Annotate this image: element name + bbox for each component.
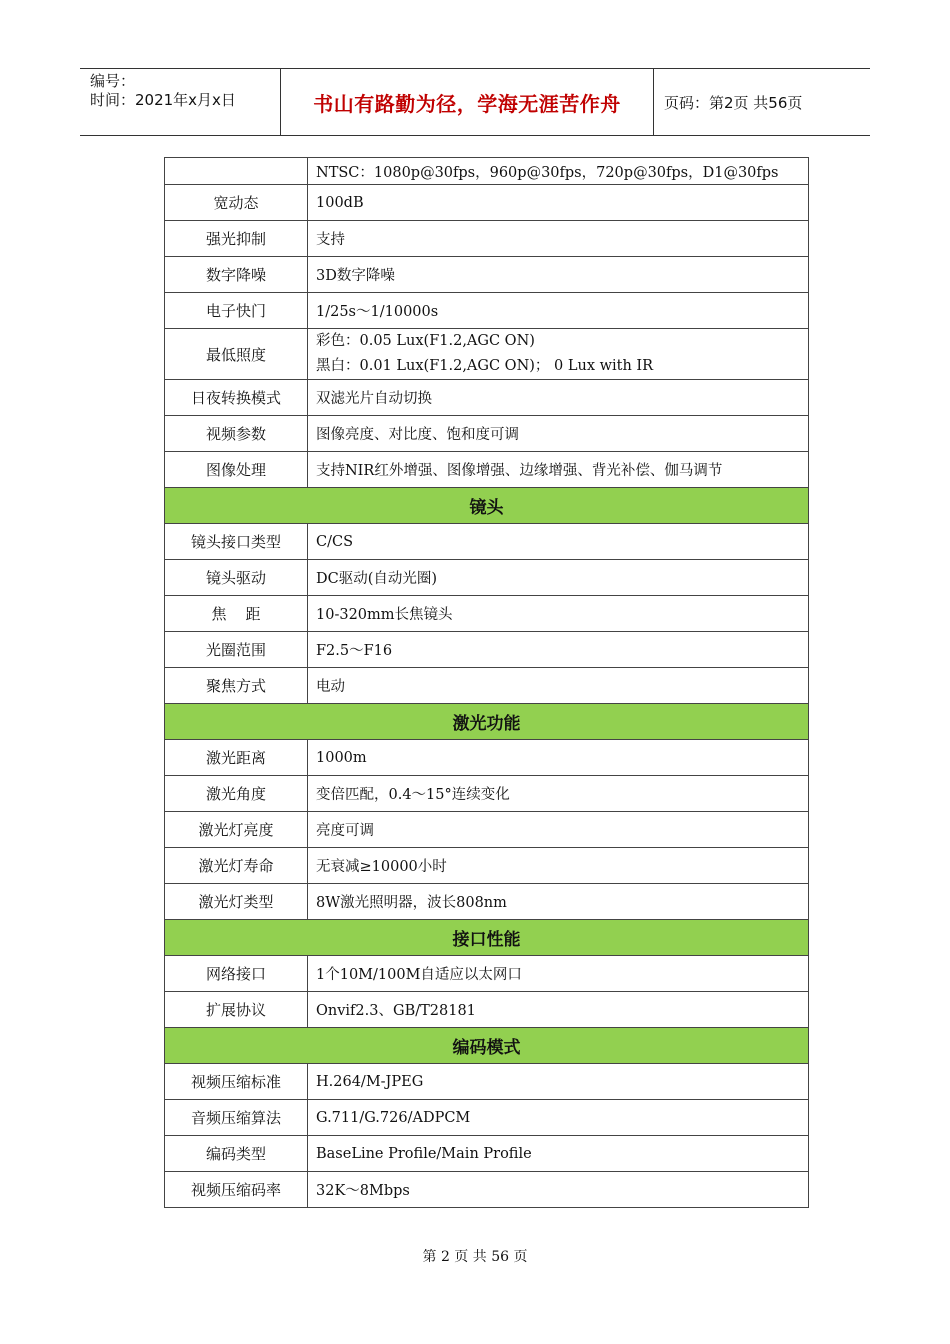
row-value: 3D数字降噪 [308, 257, 809, 293]
table-row [165, 452, 809, 488]
table-row [165, 560, 809, 596]
row-value [308, 329, 809, 380]
row-value: 电动 [308, 668, 809, 704]
table-row [165, 812, 809, 848]
page-header [80, 68, 870, 136]
row-key: 音频压缩算法 [165, 1100, 308, 1136]
row-key: 编码类型 [165, 1136, 308, 1172]
row-key: 网络接口 [165, 956, 308, 992]
row-key: 激光灯寿命 [165, 848, 308, 884]
time-label: 时间：2021年x月x日 [90, 91, 236, 109]
row-value: C/CS [308, 524, 809, 560]
table-row [165, 1136, 809, 1172]
value-line: 彩色：0.05 Lux(F1.2,AGC ON) [316, 333, 535, 349]
row-key: 宽动态 [165, 185, 308, 221]
row-value: Onvif2.3、GB/T28181 [308, 992, 809, 1028]
row-key: 焦 距 [165, 596, 308, 632]
row-key: 视频压缩标准 [165, 1064, 308, 1100]
row-value: 支持NIR红外增强、图像增强、边缘增强、背光补偿、伽马调节 [308, 452, 809, 488]
number-label: 编号： [90, 72, 136, 90]
row-key: 激光距离 [165, 740, 308, 776]
table-row [165, 632, 809, 668]
row-key: 扩展协议 [165, 992, 308, 1028]
row-key: 激光灯类型 [165, 884, 308, 920]
row-key: 镜头驱动 [165, 560, 308, 596]
table-row [165, 380, 809, 416]
row-value: 支持 [308, 221, 809, 257]
row-value: 100dB [308, 185, 809, 221]
table-row [165, 596, 809, 632]
row-value: F2.5～F16 [308, 632, 809, 668]
section-title: 编码模式 [165, 1028, 809, 1064]
row-key: 日夜转换模式 [165, 380, 308, 416]
table-row [165, 740, 809, 776]
row-key: 激光灯亮度 [165, 812, 308, 848]
section-row [165, 920, 809, 956]
section-row [165, 488, 809, 524]
table-row [165, 524, 809, 560]
row-value: 1000m [308, 740, 809, 776]
section-title: 镜头 [165, 488, 809, 524]
row-value: G.711/G.726/ADPCM [308, 1100, 809, 1136]
row-value: 1/25s～1/10000s [308, 293, 809, 329]
row-key: 光圈范围 [165, 632, 308, 668]
row-value: BaseLine Profile/Main Profile [308, 1136, 809, 1172]
section-row [165, 1028, 809, 1064]
row-key: 聚焦方式 [165, 668, 308, 704]
table-row [165, 329, 809, 380]
table-row [165, 158, 809, 185]
row-value: 8W激光照明器，波长808nm [308, 884, 809, 920]
table-row [165, 848, 809, 884]
row-key: 电子快门 [165, 293, 308, 329]
section-title: 接口性能 [165, 920, 809, 956]
row-key [165, 158, 308, 185]
table-row [165, 992, 809, 1028]
table-row [165, 1064, 809, 1100]
table-row [165, 185, 809, 221]
row-key: 视频参数 [165, 416, 308, 452]
table-row [165, 956, 809, 992]
table-row [165, 668, 809, 704]
table-row [165, 221, 809, 257]
row-value: 双滤光片自动切换 [308, 380, 809, 416]
table-row [165, 1172, 809, 1208]
row-value: NTSC：1080p@30fps，960p@30fps，720p@30fps，D1@30fps [308, 158, 809, 185]
table-row [165, 293, 809, 329]
row-value: DC驱动(自动光圈) [308, 560, 809, 596]
section-row [165, 704, 809, 740]
table-row [165, 257, 809, 293]
row-value: 10-320mm长焦镜头 [308, 596, 809, 632]
row-key: 数字降噪 [165, 257, 308, 293]
row-value: 亮度可调 [308, 812, 809, 848]
section-title: 激光功能 [165, 704, 809, 740]
value-line: 黑白：0.01 Lux(F1.2,AGC ON)； 0 Lux with IR [316, 358, 654, 374]
table-row [165, 1100, 809, 1136]
row-value: 1个10M/100M自适应以太网口 [308, 956, 809, 992]
row-value: H.264/M-JPEG [308, 1064, 809, 1100]
page-footer: 第 2 页 共 56 页 [422, 1249, 528, 1265]
row-key: 强光抑制 [165, 221, 308, 257]
row-key: 视频压缩码率 [165, 1172, 308, 1208]
row-key: 镜头接口类型 [165, 524, 308, 560]
row-key: 激光角度 [165, 776, 308, 812]
row-key: 最低照度 [165, 329, 308, 380]
header-page-info: 页码：第2页 共56页 [664, 93, 803, 112]
row-value: 变倍匹配，0.4～15°连续变化 [308, 776, 809, 812]
header-motto: 书山有路勤为径，学海无涯苦作舟 [281, 69, 654, 135]
table-row [165, 776, 809, 812]
table-row [165, 884, 809, 920]
row-value: 32K～8Mbps [308, 1172, 809, 1208]
table-row [165, 416, 809, 452]
spec-table [164, 157, 809, 1208]
row-value: 图像亮度、对比度、饱和度可调 [308, 416, 809, 452]
row-key: 图像处理 [165, 452, 308, 488]
header-meta [80, 69, 281, 135]
row-value: 无衰减≥10000小时 [308, 848, 809, 884]
